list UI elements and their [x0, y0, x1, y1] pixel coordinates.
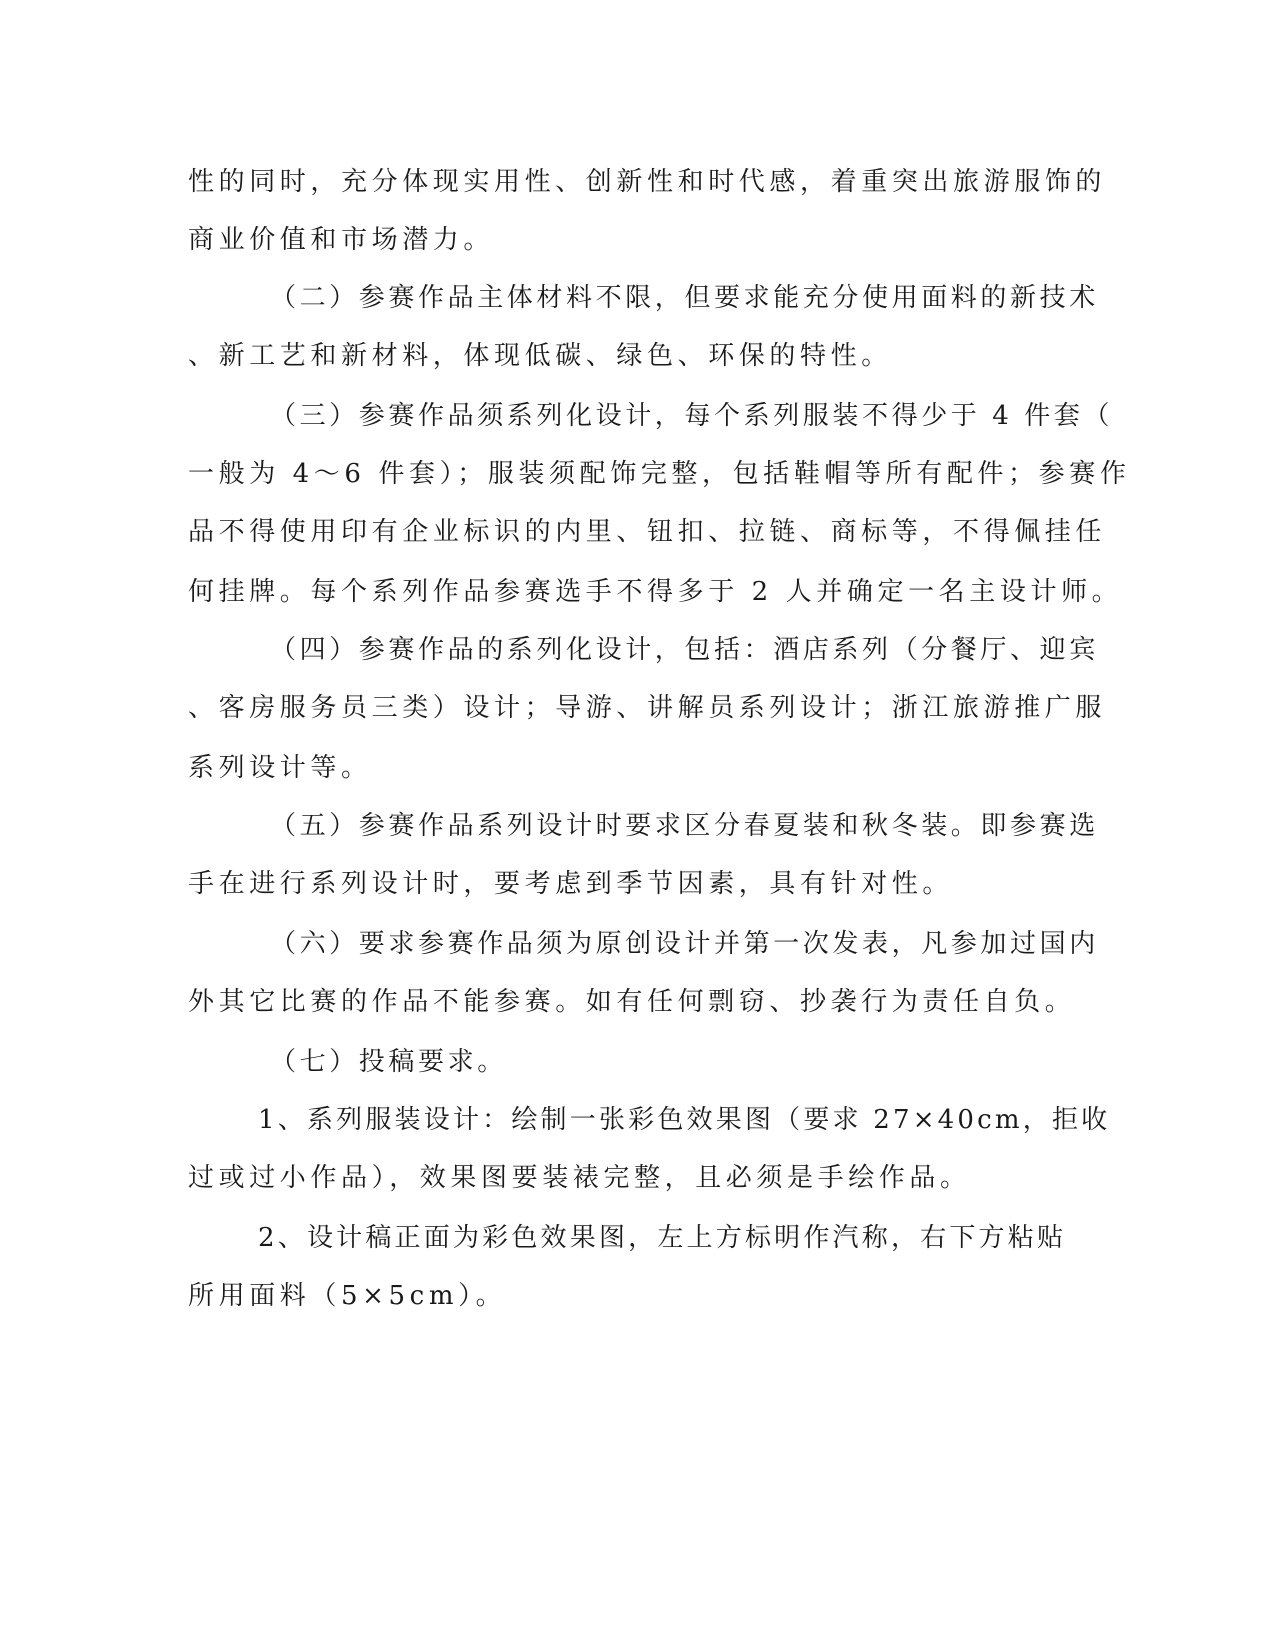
text-line: 手在进行系列设计时，要考虑到季节因素，具有针对性。	[188, 869, 954, 899]
text-line: 过或过小作品），效果图要装裱完整，且必须是手绘作品。	[188, 1163, 971, 1193]
paragraph-start: （六）要求参赛作品须为原创设计并第一次发表，凡参加过国内	[270, 929, 1099, 959]
numbered-item: 1、系列服装设计：绘制一张彩色效果图（要求 27×40cm，拒收	[258, 1105, 1111, 1135]
text-line: 何挂牌。每个系列作品参赛选手不得多于 2 人并确定一名主设计师。	[188, 577, 1123, 607]
text-line: 外其它比赛的作品不能参赛。如有任何剽窃、抄袭行为责任自负。	[188, 987, 1076, 1017]
text-line: 、客房服务员三类）设计；导游、讲解员系列设计；浙江旅游推广服	[188, 693, 1107, 723]
paragraph-start: （四）参赛作品的系列化设计，包括：酒店系列（分餐厅、迎宾	[270, 635, 1099, 665]
text-line: 一般为 4～6 件套）；服装须配饰完整，包括鞋帽等所有配件；参赛作	[188, 459, 1131, 489]
text-line: 性的同时，充分体现实用性、创新性和时代感，着重突出旅游服饰的	[188, 167, 1107, 197]
text-line: 所用面料（5×5cm）。	[188, 1281, 507, 1311]
paragraph-start: （三）参赛作品须系列化设计，每个系列服装不得少于 4 件套（	[270, 401, 1114, 431]
paragraph-start: （五）参赛作品系列设计时要求区分春夏装和秋冬装。即参赛选	[270, 811, 1099, 841]
text-line: 系列设计等。	[188, 753, 372, 783]
text-line: 品不得使用印有企业标识的内里、钮扣、拉链、商标等，不得佩挂任	[188, 517, 1107, 547]
text-line: 、新工艺和新材料，体现低碳、绿色、环保的特性。	[188, 341, 892, 371]
numbered-item: 2、设计稿正面为彩色效果图，左上方标明作汽称，右下方粘贴	[258, 1223, 1067, 1253]
paragraph-start: （七）投稿要求。	[270, 1047, 507, 1077]
text-line: 商业价值和市场潜力。	[188, 225, 495, 255]
paragraph-start: （二）参赛作品主体材料不限，但要求能充分使用面料的新技术	[270, 283, 1099, 313]
